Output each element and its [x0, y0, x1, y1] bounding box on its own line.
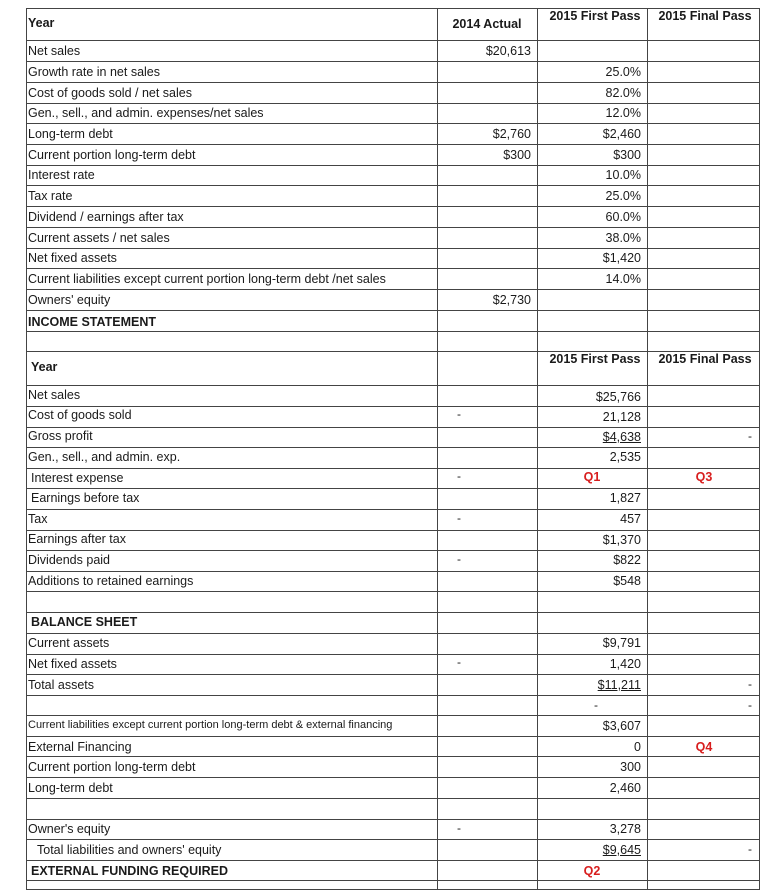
value-2014: $2,730 — [492, 293, 531, 307]
row-label: Net sales — [28, 44, 81, 58]
dash-mark: - — [748, 842, 752, 856]
col-divider — [437, 9, 438, 889]
dash-mark: - — [457, 655, 461, 669]
value-first: $1,420 — [602, 251, 641, 265]
value-first: 10.0% — [605, 168, 641, 182]
value-first: $4,638 — [602, 430, 641, 444]
row-label: Gen., sell., and admin. expenses/net sales — [28, 106, 264, 120]
value-first: $25,766 — [595, 390, 641, 404]
dash-mark: - — [748, 429, 752, 443]
row-label: Interest expense — [31, 471, 124, 485]
value-first: 12.0% — [605, 106, 641, 120]
col-divider — [537, 9, 538, 889]
row-label: Total liabilities and owners' equity — [37, 843, 222, 857]
row-label: Current assets / net sales — [28, 231, 170, 245]
row-label: Owner's equity — [28, 822, 111, 836]
row-label: Interest rate — [28, 168, 95, 182]
year-header: Year — [28, 16, 55, 30]
value-first: 2,535 — [609, 450, 641, 464]
row-label: Additions to retained earnings — [28, 574, 194, 588]
row-label: External Financing — [28, 740, 132, 754]
external-funding-label: EXTERNAL FUNDING REQUIRED — [31, 864, 229, 878]
row-label: Current liabilities except current portion long-term debt /net sales — [28, 272, 386, 286]
question-q4: Q4 — [695, 740, 713, 754]
dash-mark: - — [594, 698, 598, 712]
value-first: $9,791 — [602, 636, 641, 650]
value-first: 60.0% — [605, 210, 641, 224]
value-first: 21,128 — [602, 410, 641, 424]
value-first: $3,607 — [602, 719, 641, 733]
value-first: 82.0% — [605, 86, 641, 100]
row-label: Gen., sell., and admin. exp. — [28, 450, 181, 464]
row-label: Growth rate in net sales — [28, 65, 161, 79]
question-q2: Q2 — [583, 864, 601, 878]
value-first: 457 — [620, 512, 641, 526]
value-first: 25.0% — [605, 189, 641, 203]
value-first: 1,420 — [609, 657, 641, 671]
value-first: $300 — [613, 148, 641, 162]
value-first: 38.0% — [605, 231, 641, 245]
row-label: Cost of goods sold — [28, 408, 132, 422]
value-first: 0 — [634, 740, 641, 754]
row-label: Long-term debt — [28, 781, 113, 795]
financial-table — [26, 8, 760, 890]
row-label: Tax rate — [28, 189, 73, 203]
value-first: $9,645 — [602, 843, 641, 857]
value-first: $11,211 — [597, 678, 641, 692]
row-label: Earnings after tax — [28, 532, 126, 546]
col-divider — [647, 9, 648, 889]
row-label: Total assets — [28, 678, 95, 692]
col-final-header: 2015 Final Pass — [658, 352, 752, 366]
row-label: Tax — [28, 512, 48, 526]
value-first: 25.0% — [605, 65, 641, 79]
col-2014-header: 2014 Actual — [452, 17, 522, 31]
col-first-header: 2015 First Pass — [549, 9, 641, 23]
dash-mark: - — [457, 469, 461, 483]
value-first: 3,278 — [609, 822, 641, 836]
value-2014: $300 — [503, 148, 531, 162]
dash-mark: - — [748, 698, 752, 712]
question-q1: Q1 — [583, 470, 601, 484]
row-label: Dividends paid — [28, 553, 110, 567]
col-first-header: 2015 First Pass — [549, 352, 641, 366]
dash-mark: - — [457, 407, 461, 421]
row-label: Net sales — [28, 388, 81, 402]
value-first: 2,460 — [609, 781, 641, 795]
row-label: Earnings before tax — [31, 491, 140, 505]
row-label: Cost of goods sold / net sales — [28, 86, 192, 100]
row-label: Current assets — [28, 636, 110, 650]
row-label: Current portion long-term debt — [28, 148, 196, 162]
row-label: Owners' equity — [28, 293, 111, 307]
dash-mark: - — [457, 821, 461, 835]
dash-mark: - — [457, 552, 461, 566]
row-label: Gross profit — [28, 429, 93, 443]
row-label: Current liabilities except current portion long-term debt & external financing — [28, 719, 393, 731]
row-label: Dividend / earnings after tax — [28, 210, 184, 224]
dash-mark: - — [748, 677, 752, 691]
col-final-header: 2015 Final Pass — [658, 9, 752, 23]
value-first: 300 — [620, 760, 641, 774]
row-label: Current portion long-term debt — [28, 760, 196, 774]
row-label: Net fixed assets — [28, 251, 117, 265]
question-q3: Q3 — [695, 470, 713, 484]
value-2014: $20,613 — [485, 44, 531, 58]
value-first: $2,460 — [602, 127, 641, 141]
value-first: $822 — [613, 553, 641, 567]
value-first: 1,827 — [609, 491, 641, 505]
balance-sheet-title: BALANCE SHEET — [31, 615, 138, 629]
row-label: Net fixed assets — [28, 657, 117, 671]
row-label: Long-term debt — [28, 127, 113, 141]
value-2014: $2,760 — [492, 127, 531, 141]
income-statement-title: INCOME STATEMENT — [28, 315, 157, 329]
value-first: $1,370 — [602, 533, 641, 547]
year-header: Year — [31, 360, 58, 374]
value-first: $548 — [613, 574, 641, 588]
dash-mark: - — [457, 511, 461, 525]
value-first: 14.0% — [605, 272, 641, 286]
